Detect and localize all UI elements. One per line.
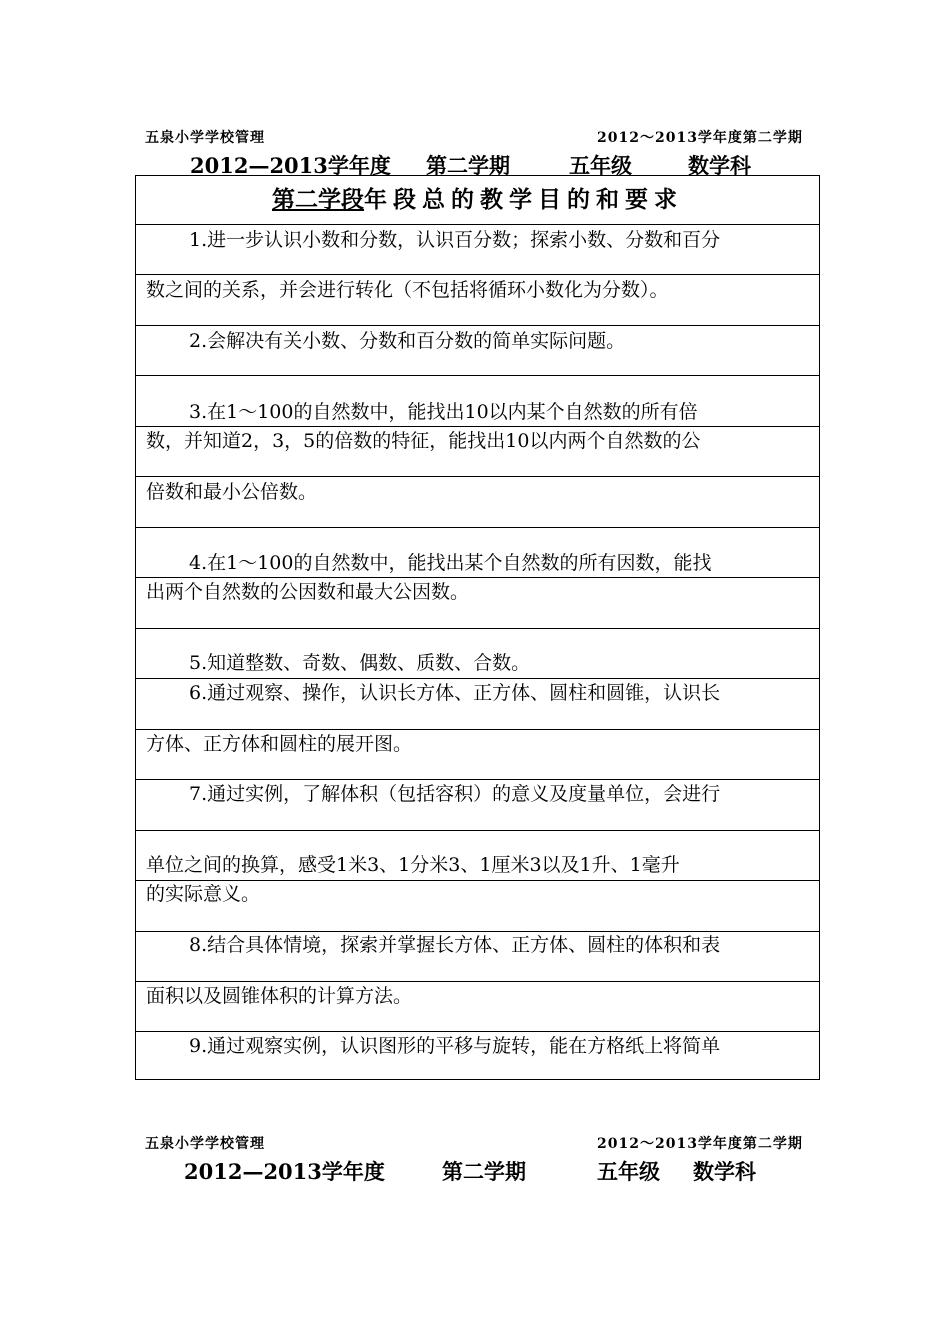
table-title (136, 176, 819, 224)
table-title-underlined: 第二学段 (272, 186, 364, 213)
objective-line: 3.在1～100的自然数中，能找出10以内某个自然数的所有倍 (189, 401, 698, 423)
row-divider (136, 1031, 819, 1032)
row-divider (136, 628, 819, 629)
title-term: 第二学期 (426, 153, 510, 178)
objective-line: 9.通过观察实例，认识图形的平移与旋转，能在方格纸上将简单 (189, 1035, 721, 1057)
title-term: 第二学期 (442, 1159, 526, 1184)
row-divider (136, 577, 819, 578)
row-divider (136, 729, 819, 730)
objective-line: 6.通过观察、操作，认识长方体、正方体、圆柱和圆锥，认识长 (189, 682, 721, 704)
title-year: 2012—2013学年度 (190, 153, 391, 178)
objective-line: 8.结合具体情境，探索并掌握长方体、正方体、圆柱的体积和表 (189, 934, 721, 956)
page-title (0, 150, 950, 178)
page2-title (0, 1156, 950, 1184)
row-divider (136, 426, 819, 427)
objective-line: 2.会解决有关小数、分数和百分数的简单实际问题。 (189, 330, 626, 352)
objective-line: 面积以及圆锥体积的计算方法。 (146, 985, 413, 1007)
objective-line: 数之间的关系，并会进行转化（不包括将循环小数化为分数）。 (146, 279, 669, 301)
row-divider (136, 375, 819, 376)
objective-line: 4.在1～100的自然数中，能找出某个自然数的所有因数，能找 (189, 552, 712, 574)
objective-line: 方体、正方体和圆柱的展开图。 (146, 733, 413, 755)
title-subject: 数学科 (693, 1159, 756, 1184)
page2-header-school: 五泉小学学校管理 (145, 1136, 265, 1152)
objective-line: 出两个自然数的公因数和最大公因数。 (146, 581, 470, 603)
row-divider (136, 880, 819, 881)
objective-line: 5.知道整数、奇数、偶数、质数、合数。 (189, 652, 531, 674)
row-divider (136, 931, 819, 932)
objectives-table (135, 175, 820, 1080)
objective-line: 1.进一步认识小数和分数，认识百分数；探索小数、分数和百分 (189, 229, 721, 251)
title-grade: 五年级 (569, 153, 632, 178)
title-year: 2012—2013学年度 (184, 1159, 385, 1184)
objective-line: 单位之间的换算，感受1米3、1分米3、1厘米3以及1升、1毫升 (146, 854, 680, 876)
objective-line: 7.通过实例，了解体积（包括容积）的意义及度量单位，会进行 (189, 783, 721, 805)
row-divider (136, 779, 819, 780)
row-divider (136, 678, 819, 679)
objective-line: 数，并知道2，3，5的倍数的特征，能找出10以内两个自然数的公 (146, 430, 701, 452)
row-divider (136, 981, 819, 982)
title-subject: 数学科 (688, 153, 751, 178)
page-header-school: 五泉小学学校管理 (145, 130, 265, 146)
title-grade: 五年级 (597, 1159, 660, 1184)
table-title-rest: 年段总的教学目的和要求 (364, 186, 683, 213)
page2-header-term: 2012～2013学年度第二学期 (597, 1136, 803, 1152)
row-divider (136, 527, 819, 528)
row-divider (136, 274, 819, 275)
objective-line: 的实际意义。 (146, 883, 261, 905)
row-divider (136, 224, 819, 225)
row-divider (136, 325, 819, 326)
row-divider (136, 830, 819, 831)
row-divider (136, 476, 819, 477)
objective-line: 倍数和最小公倍数。 (146, 481, 318, 503)
page-header-term: 2012～2013学年度第二学期 (597, 130, 803, 146)
